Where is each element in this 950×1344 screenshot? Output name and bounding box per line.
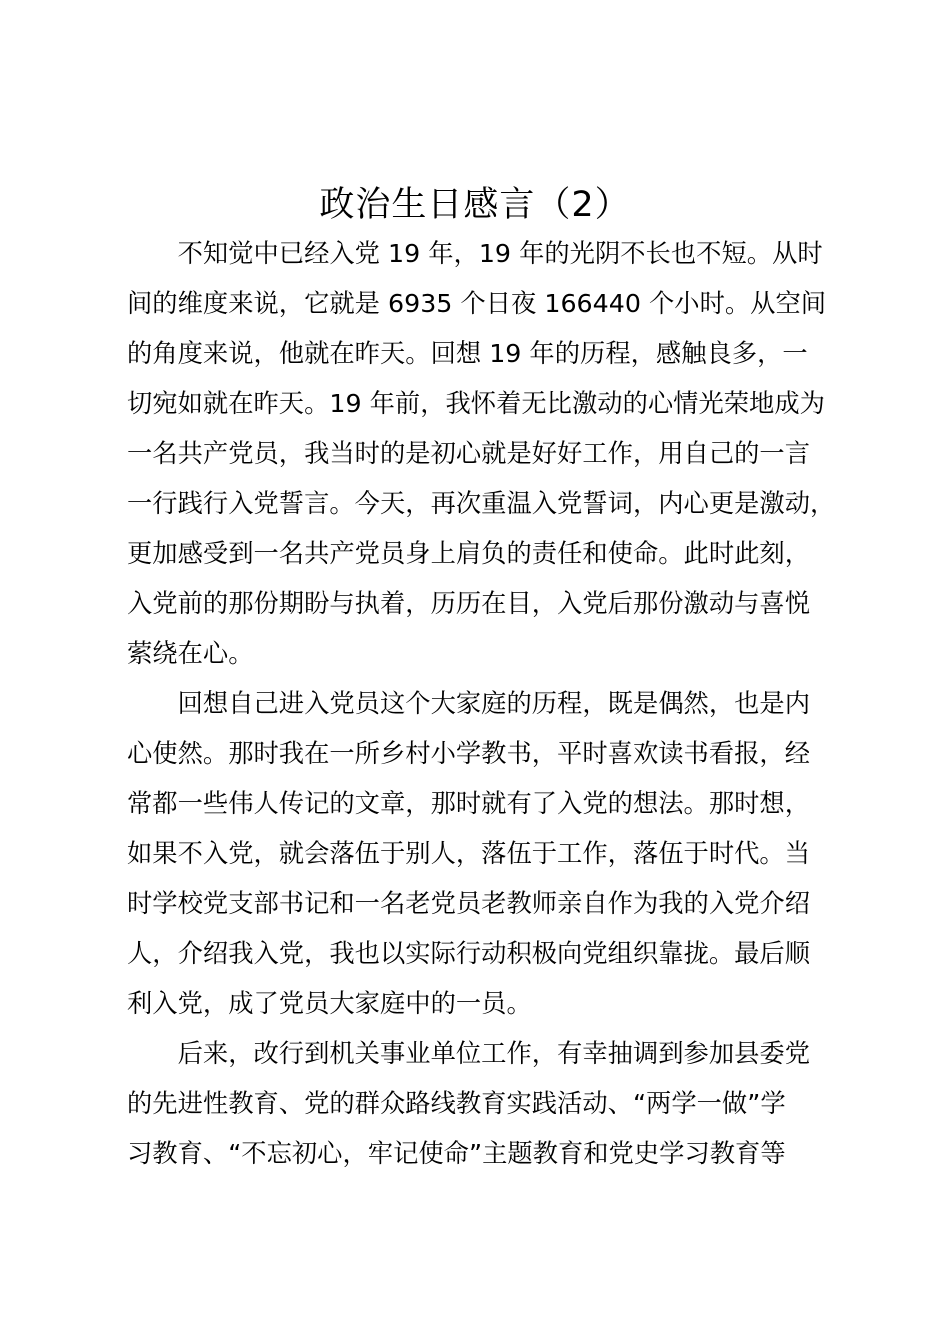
paragraph-line: 一行践行入党誓言。今天，再次重温入党誓词，内心更是激动， [127,489,836,518]
paragraph-line: 的先进性教育、党的群众路线教育实践活动、“两学一做”学 [127,1089,786,1118]
paragraph-line: 心使然。那时我在一所乡村小学教书，平时喜欢读书看报，经 [127,739,811,768]
paragraph-line: 萦绕在心。 [127,639,254,668]
paragraph-line: 不知觉中已经入党 19 年，19 年的光阴不长也不短。从时 [127,239,823,268]
document-title: 政治生日感言（2） [319,185,631,225]
paragraph-line: 利入党，成了党员大家庭中的一员。 [127,989,532,1018]
paragraph-line: 切宛如就在昨天。19 年前，我怀着无比激动的心情光荣地成为 [127,389,825,418]
paragraph-line: 时学校党支部书记和一名老党员老教师亲自作为我的入党介绍 [127,889,811,918]
paragraph-line: 入党前的那份期盼与执着，历历在目，入党后那份激动与喜悦 [127,589,811,618]
paragraph-line: 如果不入党，就会落伍于别人，落伍于工作，落伍于时代。当 [127,839,811,868]
paragraph-line: 回想自己进入党员这个大家庭的历程，既是偶然，也是内 [127,689,811,718]
paragraph-line: 间的维度来说，它就是 6935 个日夜 166440 个小时。从空间 [127,289,827,318]
paragraph-line: 后来，改行到机关事业单位工作，有幸抽调到参加县委党 [127,1039,811,1068]
paragraph-line: 人，介绍我入党，我也以实际行动积极向党组织靠拢。最后顺 [127,939,811,968]
paragraph-line: 常都一些伟人传记的文章，那时就有了入党的想法。那时想， [127,789,811,818]
paragraph-line: 的角度来说，他就在昨天。回想 19 年的历程，感触良多，一 [127,339,808,368]
paragraph-line: 一名共产党员，我当时的是初心就是好好工作，用自己的一言 [127,439,811,468]
paragraph-line: 更加感受到一名共产党员身上肩负的责任和使命。此时此刻， [127,539,811,568]
paragraph-line: 习教育、“不忘初心，牢记使命”主题教育和党史学习教育等 [127,1139,786,1168]
